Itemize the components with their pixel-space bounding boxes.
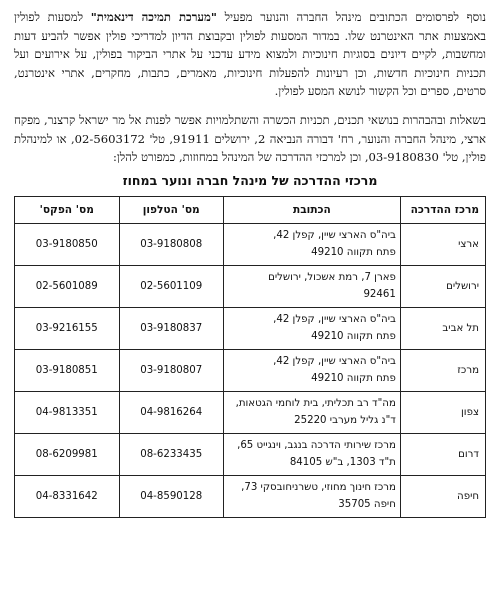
center-address bbox=[223, 307, 400, 349]
training-centers-table bbox=[14, 196, 486, 518]
address-line-1: מרכז שירותי הדרכה בנגב, וינגייט 65, bbox=[237, 440, 396, 452]
intro-paragraph bbox=[14, 8, 486, 101]
table-row bbox=[15, 223, 486, 265]
header-fax: מס' הפקס' bbox=[15, 196, 120, 223]
center-address bbox=[223, 475, 400, 517]
phone-number: 03-9180807 bbox=[119, 349, 223, 391]
phone-number: 04-8590128 bbox=[119, 475, 223, 517]
center-name: ארצי bbox=[400, 223, 485, 265]
address-line-2: פתח תקווה 49210 bbox=[311, 247, 396, 259]
table-row bbox=[15, 349, 486, 391]
center-address bbox=[223, 223, 400, 265]
phone-number: 03-9180808 bbox=[119, 223, 223, 265]
address-line-1: מרכז חינוך מחוזי, טשרניחובסקי 73, bbox=[241, 482, 396, 494]
center-address bbox=[223, 349, 400, 391]
header-address: הכתובת bbox=[223, 196, 400, 223]
center-name: ירושלים bbox=[400, 265, 485, 307]
header-center: מרכז ההדרכה bbox=[400, 196, 485, 223]
center-name: תל אביב bbox=[400, 307, 485, 349]
address-line-2: 92461 bbox=[363, 289, 396, 301]
address-line-2: ד"נ גליל מערבי 25220 bbox=[294, 415, 396, 427]
table-row bbox=[15, 475, 486, 517]
intro-text-start: נוסף לפרסומים הכתובים מינהל החברה והנוער מפעיל bbox=[216, 10, 486, 24]
contact-paragraph: בשאלות ובהבהרות בנושאי תכנים, תכניות הכשרה והשתלמויות אפשר לפנות אל מר ישראל קרצנר, מפקח ארצי, מינהל החברה והנוער, רח' דבורה הנביאה 2, ירושלים 91911, טל' 02-5603172, או למינהלת פולין, טל' 03-9180830, וכן למרכזי ההדרכה של המינהל במחוזות, כמפורט להלן: bbox=[14, 112, 487, 165]
center-name: מרכז bbox=[400, 349, 485, 391]
center-name: דרום bbox=[400, 433, 485, 475]
center-name: חיפה bbox=[400, 475, 485, 517]
dynamic-support-system-name: "מערכת תמיכה דינאמית" bbox=[90, 10, 217, 24]
center-address bbox=[223, 391, 400, 433]
address-line-2: ת"ד 1303, ב"ש 84105 bbox=[289, 457, 396, 469]
address-line-1: ביה"ס הארצי שיין, קפלן 42, bbox=[273, 314, 396, 326]
table-row bbox=[15, 307, 486, 349]
address-line-1: פארן 7, רמת אשכול, ירושלים bbox=[268, 272, 396, 284]
phone-number: 03-9180837 bbox=[119, 307, 223, 349]
fax-number: 03-9180851 bbox=[15, 349, 120, 391]
phone-number: 08-6233435 bbox=[119, 433, 223, 475]
fax-number: 04-9813351 bbox=[15, 391, 120, 433]
intro-text-end: למסעות לפולין באמצעות אתר האינטרנט שלו. במדור המסעות לפולין ובקבוצת הדיון למדריכי פולין אפשר להביע דעות ומחשבות, לקיים דיונים בסוגיות חינוכיות ולמצוא מידע עדכני על אתרי הביקור בפולין, על אירועים ועל תכניות חינוכיות חדשות, וכן רעיונות להפעלות חינוכיות, מאמרים, כתבות, מחקרים, אתרי אינטרנט, סרטים, ספרים וכל הקשור לנושא המסע לפולין. bbox=[14, 10, 486, 99]
address-line-1: ביה"ס הארצי שיין, קפלן 42, bbox=[273, 356, 396, 368]
fax-number: 04-8331642 bbox=[15, 475, 120, 517]
address-line-2: חיפה 35705 bbox=[338, 499, 396, 511]
center-address bbox=[223, 433, 400, 475]
header-phone: מס' הטלפון bbox=[119, 196, 223, 223]
fax-number: 08-6209981 bbox=[15, 433, 120, 475]
table-row bbox=[15, 433, 486, 475]
phone-number: 04-9816264 bbox=[119, 391, 223, 433]
address-line-2: פתח תקווה 49210 bbox=[311, 331, 396, 343]
address-line-1: מה"ד רב תכליתי, בית לוחמי הגטאות, bbox=[235, 398, 396, 410]
table-header-row bbox=[15, 196, 486, 223]
address-line-2: פתח תקווה 49210 bbox=[311, 373, 396, 385]
fax-number: 03-9216155 bbox=[15, 307, 120, 349]
table-row bbox=[15, 265, 486, 307]
fax-number: 03-9180850 bbox=[15, 223, 120, 265]
table-row bbox=[15, 391, 486, 433]
table-title: מרכזי ההדרכה של מינהל חברה ונוער במחוז bbox=[122, 172, 378, 188]
phone-number: 02-5601109 bbox=[119, 265, 223, 307]
address-line-1: ביה"ס הארצי שיין, קפלן 42, bbox=[273, 230, 396, 242]
center-name: צפון bbox=[400, 391, 485, 433]
fax-number: 02-5601089 bbox=[15, 265, 120, 307]
center-address bbox=[223, 265, 400, 307]
